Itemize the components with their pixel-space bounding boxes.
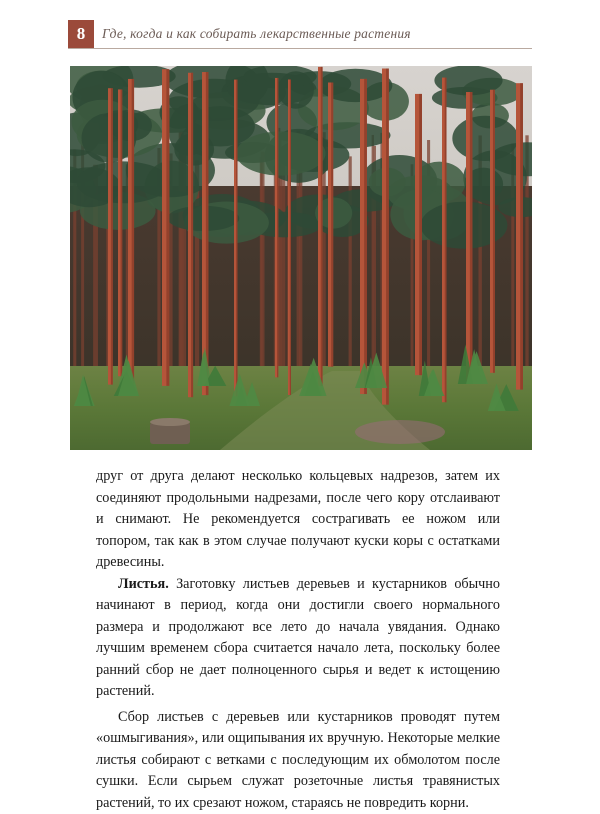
body-text bbox=[96, 466, 500, 814]
paragraph-text: Заготовку листьев деревьев и кустарников обычно начинают в период, когда они достигли своего нормального размера и продолжают все лето до начала увядания. Однако лучшим временем сбора считается начало лета, поскольку более ранний сбор не дает полноценного сырья и ведет к истощению растений. bbox=[96, 576, 500, 700]
page-number: 8 bbox=[68, 20, 94, 48]
canopy-clump bbox=[76, 161, 170, 203]
heather-patch bbox=[355, 420, 445, 444]
trunk-shadow bbox=[445, 78, 447, 403]
trunk-shadow bbox=[132, 79, 134, 384]
paragraph bbox=[96, 574, 500, 703]
trunk-shadow bbox=[121, 89, 123, 376]
running-header bbox=[68, 20, 532, 49]
stump-top bbox=[150, 418, 190, 426]
canopy-clump bbox=[236, 131, 325, 175]
trunk-shadow bbox=[166, 69, 169, 386]
trunk-shadow bbox=[331, 82, 333, 366]
trunk-shadow bbox=[277, 78, 278, 377]
term-leaves: Листья. bbox=[118, 576, 169, 592]
pine-forest-photo bbox=[70, 66, 532, 450]
trunk-shadow bbox=[290, 80, 291, 395]
forest-illustration bbox=[70, 66, 532, 450]
trunk-shadow bbox=[321, 67, 323, 386]
trunk-shadow bbox=[520, 83, 523, 389]
trunk-shadow bbox=[206, 72, 209, 395]
trunk-shadow bbox=[111, 88, 113, 384]
trunk-shadow bbox=[386, 69, 389, 405]
trunk-shadow bbox=[191, 73, 193, 397]
trunk-shadow bbox=[419, 94, 422, 375]
trunk-shadow bbox=[364, 79, 367, 394]
running-title: Где, когда и как собирать лекарственные растения bbox=[102, 26, 411, 42]
trunk-shadow bbox=[493, 90, 495, 373]
paragraph: Сбор листьев с деревьев или кустарников проводят путем «ошмыгивания», или ощипывания их вручную. Некоторые мелкие листья собирают с ветками с последующим их обмолотом после сушки. Если сырьем служат розеточные листья травянистых растений, то их срезают ножом, стараясь не повредить корни. bbox=[96, 707, 500, 814]
trunk-shadow bbox=[470, 92, 473, 383]
paragraph: друг от друга делают несколько кольцевых надрезов, затем их соединяют продольными надрезами, после чего кору отслаивают и снимают. Не рекомендуется сострагивать ее ножом или топором, так как в этом случае получают куски коры с остатками древесины. bbox=[96, 466, 500, 574]
trunk-shadow bbox=[236, 80, 237, 397]
